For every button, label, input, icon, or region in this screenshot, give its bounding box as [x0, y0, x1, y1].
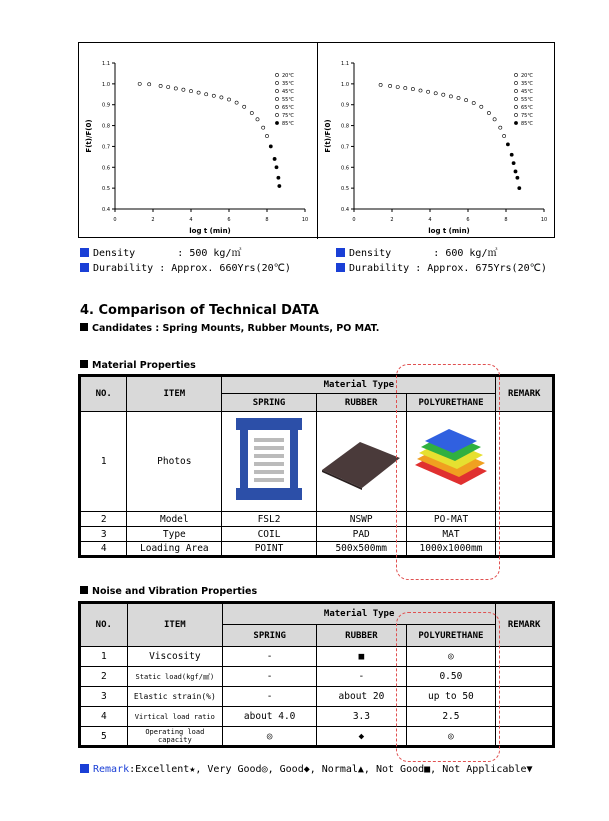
legend-marker — [275, 81, 278, 84]
legend-label: 45℃ — [282, 89, 294, 95]
cell-pu: up to 50 — [406, 687, 496, 707]
legend-label: 45℃ — [521, 89, 533, 95]
data-point — [205, 93, 208, 96]
bullet-icon — [336, 248, 345, 257]
cell-pu: 2.5 — [406, 707, 496, 727]
x-tick-label: 10 — [540, 217, 548, 223]
y-tick-label: 0.7 — [341, 144, 349, 151]
x-tick-label: 4 — [428, 217, 432, 223]
bullet-icon — [80, 764, 89, 773]
noise-heading — [80, 586, 257, 597]
legend-marker — [514, 89, 517, 92]
density-left — [80, 244, 241, 259]
cell-no: 1 — [80, 647, 128, 667]
cell-spring: - — [223, 687, 317, 707]
x-tick-label: 8 — [265, 217, 269, 223]
cell-rubber: ■ — [317, 647, 406, 667]
header-polyurethane: POLYURETHANE — [406, 394, 496, 412]
cell-rubber: 3.3 — [317, 707, 406, 727]
cell-item: Model — [127, 512, 222, 527]
x-axis-label: log t (min) — [189, 227, 231, 235]
cell-item: Loading Area — [127, 542, 222, 557]
header-polyurethane: POLYURETHANE — [406, 625, 496, 647]
data-point — [442, 93, 445, 96]
y-tick-label: 0.6 — [341, 165, 349, 172]
data-point — [243, 105, 246, 108]
x-tick-label: 0 — [352, 217, 356, 223]
legend-label: 65℃ — [282, 105, 294, 111]
data-point — [516, 176, 519, 179]
header-rubber: RUBBER — [316, 394, 406, 412]
cell-remark — [496, 667, 554, 687]
data-point — [404, 86, 407, 89]
y-tick-label: 1.1 — [102, 61, 110, 67]
data-point — [419, 89, 422, 92]
creep-chart-600 — [318, 43, 556, 239]
data-point — [518, 187, 521, 190]
cell-remark — [496, 542, 554, 557]
bullet-icon — [80, 248, 89, 257]
cell-item: Photos — [127, 412, 222, 512]
y-axis-label: F(t)/F(0) — [85, 119, 93, 153]
polyurethane-highlight — [396, 364, 500, 580]
data-point — [189, 90, 192, 93]
data-point — [277, 176, 280, 179]
y-tick-label: 1.1 — [341, 61, 349, 67]
material-heading-text: Material Properties — [92, 360, 196, 371]
cell-remark — [496, 727, 554, 747]
x-tick-label: 8 — [504, 217, 508, 223]
data-point — [389, 84, 392, 87]
cell-pu: 1000x1000mm — [406, 542, 496, 557]
rubber-pad-image — [320, 430, 402, 490]
header-spring: SPRING — [223, 625, 317, 647]
data-point — [411, 87, 414, 90]
candidates-text: Candidates : Spring Mounts, Rubber Mounts, PO MAT. — [92, 323, 380, 334]
remark-text: :Excellent★, Very Good◎, Good◆, Normal▲, Not Good■, Not Applicable▼ — [129, 764, 533, 775]
y-tick-label: 0.9 — [341, 102, 349, 109]
data-point — [235, 101, 238, 104]
data-point — [269, 145, 272, 148]
data-point — [493, 118, 496, 121]
cell-rubber: NSWP — [316, 512, 406, 527]
legend-marker — [275, 89, 278, 92]
legend-label: 55℃ — [282, 97, 294, 103]
data-point — [220, 96, 223, 99]
legend-label: 55℃ — [521, 97, 533, 103]
y-axis-label: F(t)/F(0) — [324, 119, 332, 153]
data-point — [250, 111, 253, 114]
legend-marker — [514, 97, 517, 100]
legend-marker — [275, 121, 278, 124]
cell-spring: FSL2 — [222, 512, 317, 527]
legend-marker — [275, 97, 278, 100]
durability-right — [336, 263, 547, 274]
cell-item: Type — [127, 527, 222, 542]
data-point — [273, 157, 276, 160]
x-tick-label: 2 — [390, 217, 394, 223]
data-point — [510, 153, 513, 156]
cell-spring: ◎ — [223, 727, 317, 747]
header-remark: REMARK — [496, 376, 554, 412]
cell-pu: MAT — [406, 527, 496, 542]
x-tick-label: 6 — [227, 217, 231, 223]
cell-no: 2 — [80, 512, 127, 527]
data-point — [138, 82, 141, 85]
data-point — [434, 92, 437, 95]
y-tick-label: 0.5 — [102, 186, 110, 193]
header-material-type: Material Type — [222, 376, 496, 394]
y-tick-label: 1.0 — [341, 81, 349, 88]
cell-pu: ◎ — [406, 647, 496, 667]
remark-label: Remark — [93, 764, 130, 775]
legend-marker — [514, 105, 517, 108]
cell-no: 5 — [80, 727, 128, 747]
spring-photo — [222, 412, 317, 512]
legend-marker — [514, 121, 517, 124]
cell-no: 4 — [80, 542, 127, 557]
creep-chart-500 — [79, 43, 317, 239]
cell-item: Operating load capacity — [127, 727, 222, 747]
y-tick-label: 1.0 — [102, 81, 110, 88]
cell-pu: PO-MAT — [406, 512, 496, 527]
cell-item: Elastic strain(%) — [127, 687, 222, 707]
density-left-text: Density : 500 kg/㎥ — [93, 248, 242, 259]
legend-label: 35℃ — [521, 81, 533, 87]
cell-spring: - — [223, 647, 317, 667]
data-point — [227, 98, 230, 101]
rubber-photo — [316, 412, 406, 512]
cell-spring: POINT — [222, 542, 317, 557]
cell-remark — [496, 687, 554, 707]
polyurethane-highlight — [396, 612, 500, 762]
header-material-type: Material Type — [223, 603, 496, 625]
legend-label: 20℃ — [521, 73, 533, 79]
durability-left — [80, 263, 291, 274]
data-point — [427, 90, 430, 93]
density-right — [336, 244, 497, 259]
y-tick-label: 0.5 — [341, 186, 349, 193]
data-point — [256, 118, 259, 121]
legend-marker — [514, 81, 517, 84]
data-point — [449, 95, 452, 98]
material-heading — [80, 360, 196, 371]
cell-pu: ◎ — [406, 727, 496, 747]
y-tick-label: 0.9 — [102, 102, 110, 109]
legend-label: 35℃ — [282, 81, 294, 87]
noise-heading-text: Noise and Vibration Properties — [92, 586, 258, 597]
cell-item: Viscosity — [127, 647, 222, 667]
legend-label: 75℃ — [282, 113, 294, 119]
y-tick-label: 0.8 — [102, 123, 110, 130]
data-point — [197, 91, 200, 94]
data-point — [174, 87, 177, 90]
cell-rubber: about 20 — [317, 687, 406, 707]
data-point — [457, 96, 460, 99]
x-tick-label: 6 — [466, 217, 470, 223]
cell-no: 1 — [80, 412, 127, 512]
spring-mount-image — [234, 416, 304, 504]
cell-rubber: - — [317, 667, 406, 687]
header-spring: SPRING — [222, 394, 317, 412]
cell-no: 4 — [80, 707, 128, 727]
cell-item: Virtical load ratio — [127, 707, 222, 727]
cell-item: Static load(kgf/㎟) — [127, 667, 222, 687]
header-no: NO. — [80, 376, 127, 412]
x-tick-label: 2 — [151, 217, 155, 223]
data-point — [499, 126, 502, 129]
section-title: 4. Comparison of Technical DATA — [80, 303, 319, 318]
creep-charts — [78, 42, 555, 238]
candidates — [80, 323, 379, 334]
bullet-icon — [336, 263, 345, 272]
square-bullet-icon — [80, 323, 88, 331]
cell-remark — [496, 512, 554, 527]
legend-marker — [275, 113, 278, 116]
cell-spring: COIL — [222, 527, 317, 542]
cell-spring: - — [223, 667, 317, 687]
data-point — [212, 94, 215, 97]
square-bullet-icon — [80, 360, 88, 368]
legend-label: 75℃ — [521, 113, 533, 119]
data-point — [379, 83, 382, 86]
y-tick-label: 0.7 — [102, 144, 110, 151]
header-no: NO. — [80, 603, 128, 647]
data-point — [167, 85, 170, 88]
cell-rubber: PAD — [316, 527, 406, 542]
cell-no: 3 — [80, 687, 128, 707]
data-point — [506, 143, 509, 146]
legend-label: 20℃ — [282, 73, 294, 79]
data-point — [512, 162, 515, 165]
cell-spring: about 4.0 — [223, 707, 317, 727]
data-point — [278, 184, 281, 187]
cell-pu: 0.50 — [406, 667, 496, 687]
legend-marker — [514, 113, 517, 116]
cell-rubber: ◆ — [317, 727, 406, 747]
cell-no: 3 — [80, 527, 127, 542]
legend-marker — [514, 73, 517, 76]
data-point — [182, 88, 185, 91]
cell-remark — [496, 707, 554, 727]
data-point — [396, 85, 399, 88]
legend-label: 85℃ — [282, 121, 294, 127]
bullet-icon — [80, 263, 89, 272]
data-point — [503, 134, 506, 137]
legend-marker — [275, 73, 278, 76]
data-point — [148, 83, 151, 86]
legend-label: 85℃ — [521, 121, 533, 127]
data-point — [472, 101, 475, 104]
square-bullet-icon — [80, 586, 88, 594]
header-item: ITEM — [127, 603, 222, 647]
y-tick-label: 0.4 — [341, 207, 349, 213]
data-point — [487, 111, 490, 114]
x-axis-label: log t (min) — [428, 227, 470, 235]
y-tick-label: 0.4 — [102, 207, 110, 213]
y-tick-label: 0.8 — [341, 123, 349, 130]
x-tick-label: 4 — [189, 217, 193, 223]
data-point — [514, 170, 517, 173]
data-point — [159, 84, 162, 87]
x-tick-label: 0 — [113, 217, 117, 223]
legend-label: 65℃ — [521, 105, 533, 111]
durability-left-text: Durability : Approx. 660Yrs(20℃) — [93, 263, 291, 274]
header-rubber: RUBBER — [317, 625, 406, 647]
data-point — [265, 134, 268, 137]
cell-remark — [496, 412, 554, 512]
header-remark: REMARK — [496, 603, 554, 647]
cell-rubber: 500x500mm — [316, 542, 406, 557]
data-point — [275, 166, 278, 169]
x-tick-label: 10 — [301, 217, 309, 223]
data-point — [465, 99, 468, 102]
remark-legend — [80, 764, 533, 775]
durability-right-text: Durability : Approx. 675Yrs(20℃) — [349, 263, 547, 274]
legend-marker — [275, 105, 278, 108]
density-right-text: Density : 600 kg/㎥ — [349, 248, 498, 259]
cell-remark — [496, 527, 554, 542]
cell-no: 2 — [80, 667, 128, 687]
y-tick-label: 0.6 — [102, 165, 110, 172]
header-item: ITEM — [127, 376, 222, 412]
cell-remark — [496, 647, 554, 667]
data-point — [480, 105, 483, 108]
data-point — [262, 126, 265, 129]
